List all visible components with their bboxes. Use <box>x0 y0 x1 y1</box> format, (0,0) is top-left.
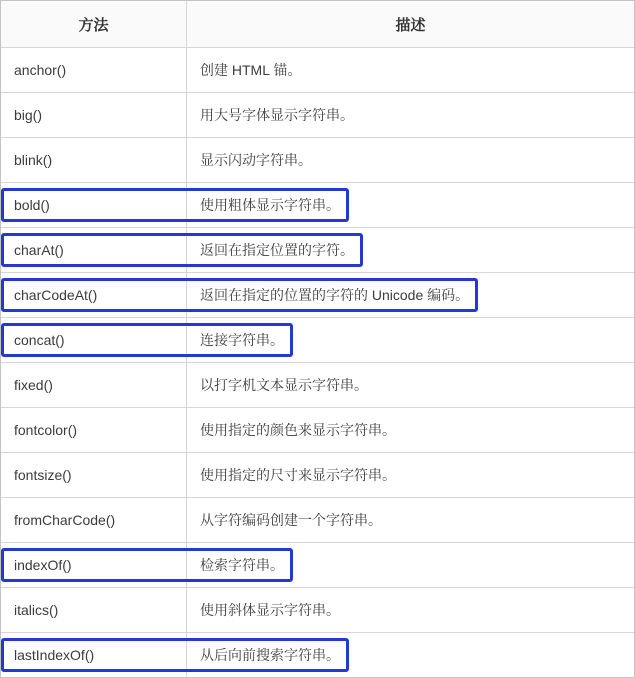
method-description: 使用指定的颜色来显示字符串。 <box>200 422 396 438</box>
description-cell <box>187 228 634 272</box>
table-row <box>1 362 634 407</box>
description-cell <box>187 363 634 407</box>
method-cell <box>1 543 187 587</box>
header-method-label: 方法 <box>78 16 109 34</box>
table-row <box>1 47 634 92</box>
header-description-label: 描述 <box>395 16 426 34</box>
table-row <box>1 632 634 677</box>
table-row <box>1 587 634 632</box>
method-name: fixed() <box>14 377 53 393</box>
method-cell <box>1 318 187 362</box>
table-row <box>1 182 634 227</box>
method-description: 使用指定的尺寸来显示字符串。 <box>200 467 396 483</box>
method-name: fontsize() <box>14 467 72 483</box>
method-cell <box>1 408 187 452</box>
table-row <box>1 452 634 497</box>
method-cell <box>1 183 187 227</box>
table-row <box>1 92 634 137</box>
method-description: 创建 HTML 锚。 <box>200 62 302 78</box>
description-cell <box>187 48 634 92</box>
description-cell <box>187 453 634 497</box>
method-cell <box>1 138 187 182</box>
description-cell <box>187 588 634 632</box>
method-name: blink() <box>14 152 53 168</box>
method-description: 以打字机文本显示字符串。 <box>200 377 368 393</box>
method-cell <box>1 633 187 677</box>
method-name: lastIndexOf() <box>14 647 95 663</box>
method-cell <box>1 48 187 92</box>
method-name: fromCharCode() <box>14 512 116 528</box>
table-row <box>1 497 634 542</box>
description-cell <box>187 183 634 227</box>
table-row <box>1 542 634 587</box>
method-cell <box>1 498 187 542</box>
description-cell <box>187 93 634 137</box>
method-description: 使用粗体显示字符串。 <box>200 197 340 213</box>
method-name: concat() <box>14 332 65 348</box>
method-description: 用大号字体显示字符串。 <box>200 107 354 123</box>
description-cell <box>187 408 634 452</box>
method-name: charCodeAt() <box>14 287 98 303</box>
method-cell <box>1 453 187 497</box>
method-description: 使用斜体显示字符串。 <box>200 602 340 618</box>
description-cell <box>187 318 634 362</box>
method-cell <box>1 273 187 317</box>
method-description: 检索字符串。 <box>200 557 284 573</box>
method-description: 返回在指定的位置的字符的 Unicode 编码。 <box>200 287 470 303</box>
method-description: 从字符编码创建一个字符串。 <box>200 512 382 528</box>
method-name: anchor() <box>14 62 67 78</box>
description-cell <box>187 498 634 542</box>
method-name: italics() <box>14 602 59 618</box>
description-cell <box>187 273 634 317</box>
table-row <box>1 137 634 182</box>
method-cell <box>1 228 187 272</box>
method-name: charAt() <box>14 242 64 258</box>
description-cell <box>187 633 634 677</box>
table-header-row <box>1 1 634 47</box>
table-row <box>1 227 634 272</box>
table-row <box>1 317 634 362</box>
header-description <box>187 1 634 47</box>
method-cell <box>1 588 187 632</box>
method-description: 连接字符串。 <box>200 332 284 348</box>
header-method <box>1 1 187 47</box>
method-description: 从后向前搜索字符串。 <box>200 647 340 663</box>
method-description: 显示闪动字符串。 <box>200 152 312 168</box>
table-row <box>1 407 634 452</box>
method-name: big() <box>14 107 43 123</box>
description-cell <box>187 138 634 182</box>
method-cell <box>1 363 187 407</box>
description-cell <box>187 543 634 587</box>
method-description: 返回在指定位置的字符。 <box>200 242 354 258</box>
method-name: indexOf() <box>14 557 72 573</box>
method-name: fontcolor() <box>14 422 78 438</box>
method-cell <box>1 93 187 137</box>
method-name: bold() <box>14 197 50 213</box>
table-row <box>1 272 634 317</box>
